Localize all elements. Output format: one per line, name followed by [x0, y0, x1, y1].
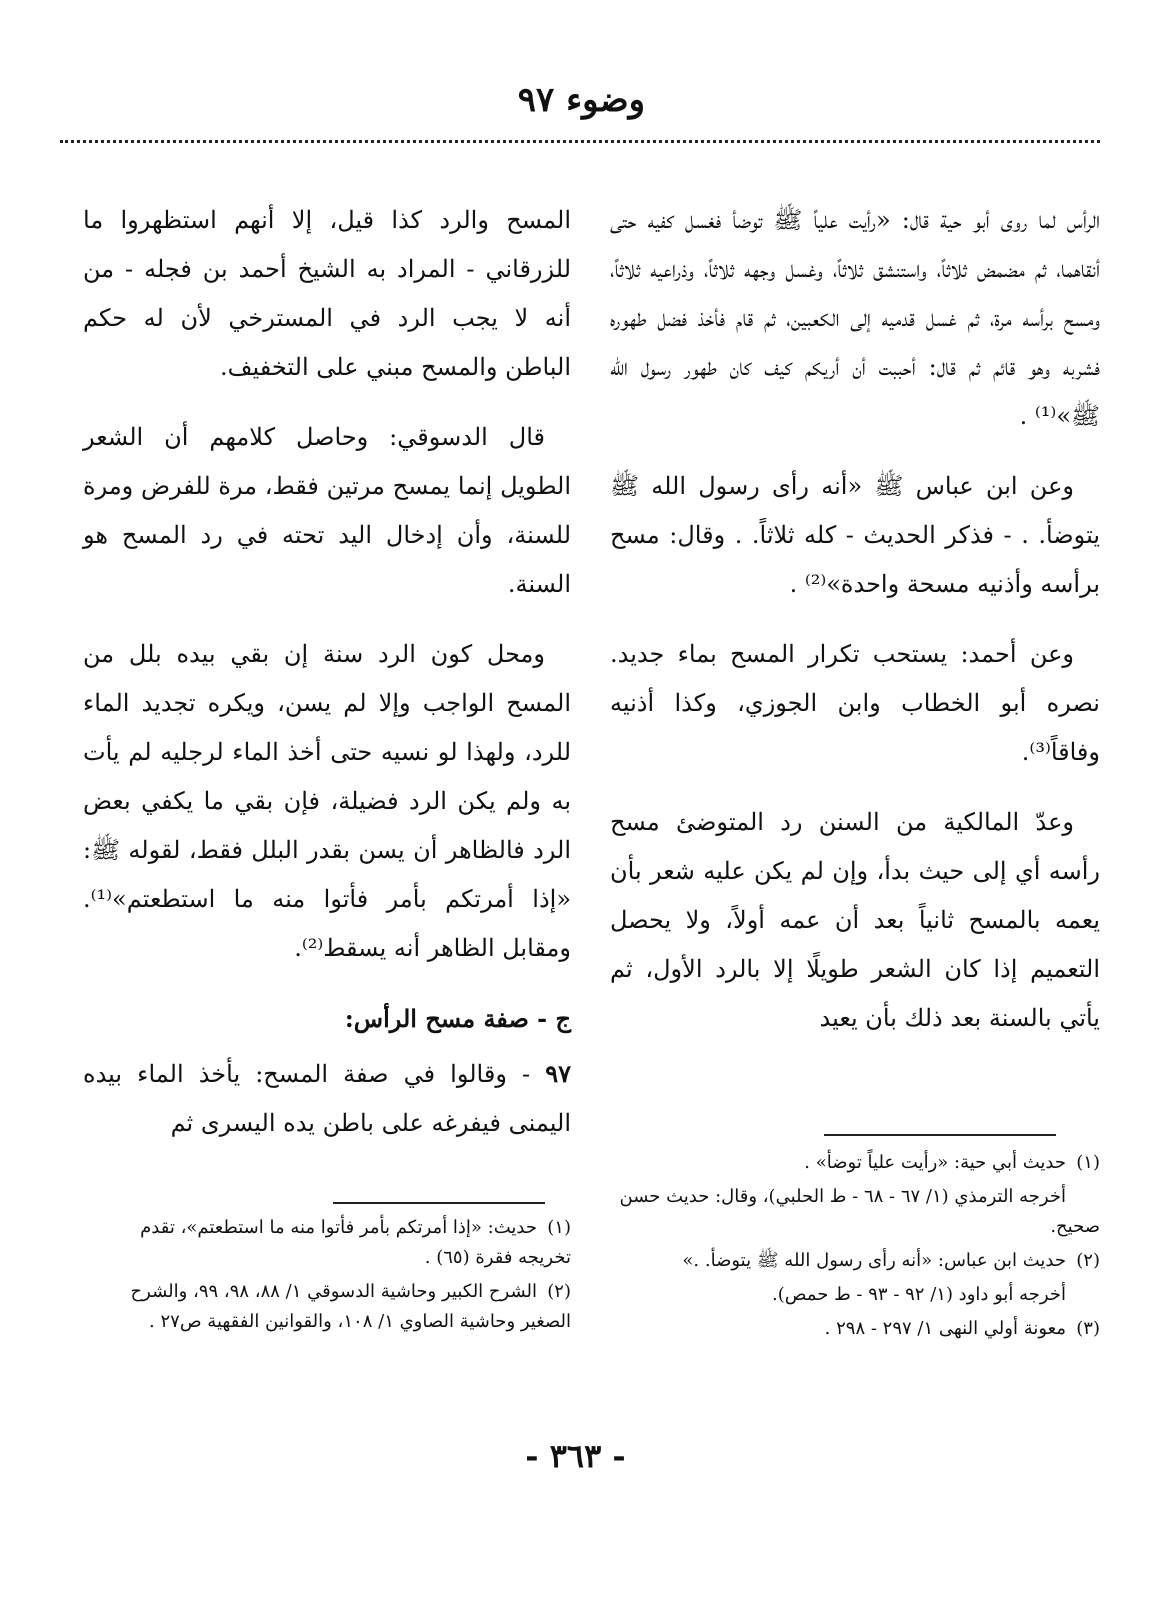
page-header — [60, 72, 1100, 150]
footnote — [610, 1314, 1100, 1344]
footnote-marker: (٢) — [547, 1281, 571, 1302]
paragraph: وعدّ المالكية من السنن رد المتوضئ مسح رأسه أي إلى حيث بدأ، وإن لم يكن عليه شعر بأن يعمه بالمسح ثانياً بعد أن عمه أولاً، ولا يحصل التعميم إذا كان الشعر طويلًا إلا بالرد الأول، ثم يأتي بالسنة بعد ذلك بأن يعيد — [610, 808, 1100, 1032]
footnote-separator — [333, 1202, 545, 1204]
footnote — [83, 1213, 571, 1273]
footnote — [610, 1148, 1100, 1178]
footnote — [610, 1182, 1100, 1242]
running-header-title: وضوء ٩٧ — [517, 80, 645, 120]
footnote — [83, 1277, 571, 1337]
paragraph: المسح والرد كذا قيل، إلا أنهم استظهروا ما للزرقاني - المراد به الشيخ أحمد بن فجله - من أنه لا يجب الرد في المسترخي لأن له حكم الباطن والمسح مبني على التخفيف. — [83, 206, 571, 381]
footnote — [610, 1280, 1100, 1310]
paragraph: وعن أحمد: يستحب تكرار المسح بماء جديد. نصره أبو الخطاب وابن الجوزي، وكذا أذنيه وفاقاً⁽³⁾. — [610, 640, 1100, 766]
left-text-column — [83, 196, 571, 1169]
paragraph: وعن ابن عباس ﷺ «أنه رأى رسول الله ﷺ يتوضأ. . - فذكر الحديث - كله ثلاثاً. . وقال: مسح برأسه وأذنيه مسحة واحدة»⁽²⁾ . — [610, 472, 1100, 598]
paragraph-text: - وقالوا في صفة المسح: يأخذ الماء بيده اليمنى فيفرغه على باطن يده اليسرى ثم — [83, 1060, 571, 1137]
footnote-text: معونة أولي النهى ١/ ٢٩٧ - ٢٩٨ . — [824, 1318, 1066, 1339]
right-text-column — [610, 196, 1100, 1064]
footnote-text: الشرح الكبير وحاشية الدسوقي ١/ ٨٨، ٩٨، ٩٩، والشرح الصغير وحاشية الصاوي ١/ ١٠٨، والقوانين الفقهية ص٢٧ . — [130, 1281, 571, 1332]
header-dotted-rule — [60, 140, 1100, 143]
footnote-marker: (١) — [1076, 1152, 1100, 1173]
footnote-separator — [824, 1134, 1056, 1136]
paragraph: قال الدسوقي: وحاصل كلامهم أن الشعر الطويل إنما يمسح مرتين فقط، مرة للفرض ومرة للسنة، وأن إدخال اليد تحته في رد المسح هو السنة. — [83, 423, 571, 598]
footnote-marker: (٢) — [1076, 1250, 1100, 1271]
footnote-text: حديث: «إذا أمرتكم بأمر فأتوا منه ما استطعتم»، تقدم تخريجه فقرة (٦٥) . — [140, 1217, 571, 1268]
numbered-paragraph — [83, 1049, 571, 1148]
paragraph-number: ٩٧ — [545, 1059, 571, 1088]
footnote-marker: (١) — [547, 1217, 571, 1238]
footnote-text: حديث أبي حية: «رأيت علياً توضأ» . — [804, 1152, 1066, 1173]
left-footnotes — [83, 1213, 571, 1341]
right-footnotes — [610, 1148, 1100, 1348]
footnote-text: أخرجه الترمذي (١/ ٦٧ - ٦٨ - ط الحلبي)، وقال: حديث حسن صحيح. — [619, 1186, 1100, 1237]
section-subheading: ج - صفة مسح الرأس: — [344, 1004, 571, 1033]
footnote — [610, 1246, 1100, 1276]
footnote-text: حديث ابن عباس: «أنه رأى رسول الله ﷺ يتوضأ. .» — [682, 1250, 1066, 1271]
footnote-text: أخرجه أبو داود (١/ ٩٢ - ٩٣ - ط حمص). — [772, 1284, 1066, 1305]
paragraph: الرأس لما روى أبو حية قال: «رأيت علياً ﷺ توضأ فغسل كفيه حتى أنقاهما، ثم مضمض ثلاثاً، واستنشق ثلاثاً، وغسل وجهه ثلاثاً، وذراعيه ثلاثاً، ومسح برأسه مرة، ثم غسل قدميه إلى الكعبين، ثم قام فأخذ فضل طهوره فشربه وهو قائم ثم قال: أحببت أن أريكم كيف كان طهور رسول الله ﷺ»⁽¹⁾ . — [610, 206, 1100, 430]
page-number: - ٣٦٣ - — [525, 1437, 626, 1475]
paragraph: ومحل كون الرد سنة إن بقي بيده بلل من المسح الواجب وإلا لم يسن، ويكره تجديد الماء للرد، ولهذا لو نسيه حتى أخذ الماء لرجليه لم يأت به ولم يكن الرد فضيلة، فإن بقي ما يكفي بعض الرد فالظاهر أن يسن بقدر البلل فقط، لقوله ﷺ: «إذا أمرتكم بأمر فأتوا منه ما استطعتم»⁽¹⁾. ومقابل الظاهر أنه يسقط⁽²⁾. — [83, 640, 572, 962]
footnote-marker: (٣) — [1076, 1318, 1100, 1339]
